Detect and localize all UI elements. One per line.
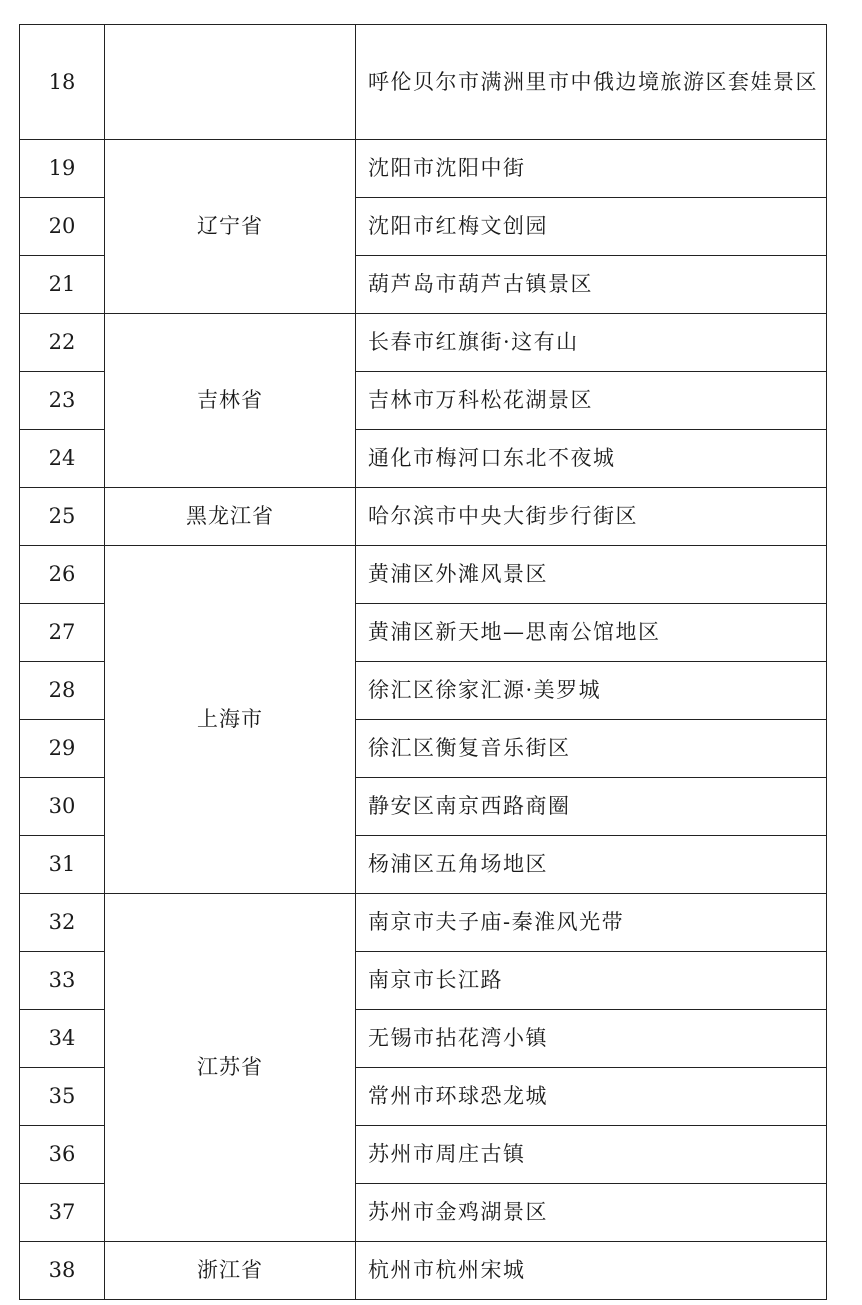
row-number: 32 <box>20 894 105 952</box>
site-name-cell: 常州市环球恐龙城 <box>356 1068 827 1126</box>
row-number: 33 <box>20 952 105 1010</box>
row-number: 20 <box>20 198 105 256</box>
row-number: 18 <box>20 25 105 140</box>
row-number: 24 <box>20 430 105 488</box>
site-name-cell: 徐汇区徐家汇源·美罗城 <box>356 662 827 720</box>
site-name-cell: 杨浦区五角场地区 <box>356 836 827 894</box>
table-row <box>20 140 827 198</box>
row-number: 38 <box>20 1242 105 1300</box>
table-row <box>20 488 827 546</box>
row-number: 21 <box>20 256 105 314</box>
row-number: 25 <box>20 488 105 546</box>
row-number: 19 <box>20 140 105 198</box>
row-number: 34 <box>20 1010 105 1068</box>
table-row <box>20 25 827 140</box>
site-name-cell: 南京市长江路 <box>356 952 827 1010</box>
table-row <box>20 314 827 372</box>
row-number: 36 <box>20 1126 105 1184</box>
sites-table-body <box>20 25 827 1300</box>
site-name-cell: 沈阳市红梅文创园 <box>356 198 827 256</box>
site-name-cell: 苏州市金鸡湖景区 <box>356 1184 827 1242</box>
site-name-cell: 吉林市万科松花湖景区 <box>356 372 827 430</box>
site-name-cell: 黄浦区外滩风景区 <box>356 546 827 604</box>
row-number: 22 <box>20 314 105 372</box>
sites-table <box>19 24 827 1300</box>
row-number: 35 <box>20 1068 105 1126</box>
row-number: 27 <box>20 604 105 662</box>
site-name-cell: 杭州市杭州宋城 <box>356 1242 827 1300</box>
row-number: 26 <box>20 546 105 604</box>
table-row <box>20 546 827 604</box>
row-number: 31 <box>20 836 105 894</box>
row-number: 30 <box>20 778 105 836</box>
site-name-cell: 通化市梅河口东北不夜城 <box>356 430 827 488</box>
site-name-cell: 哈尔滨市中央大街步行街区 <box>356 488 827 546</box>
province-cell <box>105 25 356 140</box>
province-cell: 上海市 <box>105 546 356 894</box>
table-row <box>20 1242 827 1300</box>
province-cell: 浙江省 <box>105 1242 356 1300</box>
table-row <box>20 894 827 952</box>
province-cell: 江苏省 <box>105 894 356 1242</box>
row-number: 37 <box>20 1184 105 1242</box>
row-number: 23 <box>20 372 105 430</box>
site-name-cell: 南京市夫子庙-秦淮风光带 <box>356 894 827 952</box>
site-name-cell: 静安区南京西路商圈 <box>356 778 827 836</box>
site-name-cell: 沈阳市沈阳中街 <box>356 140 827 198</box>
site-name-cell: 长春市红旗街·这有山 <box>356 314 827 372</box>
site-name-cell: 苏州市周庄古镇 <box>356 1126 827 1184</box>
site-name-cell: 徐汇区衡复音乐街区 <box>356 720 827 778</box>
site-name-cell: 葫芦岛市葫芦古镇景区 <box>356 256 827 314</box>
row-number: 29 <box>20 720 105 778</box>
province-cell: 吉林省 <box>105 314 356 488</box>
province-cell: 辽宁省 <box>105 140 356 314</box>
row-number: 28 <box>20 662 105 720</box>
site-name-cell: 无锡市拈花湾小镇 <box>356 1010 827 1068</box>
province-cell: 黑龙江省 <box>105 488 356 546</box>
site-name-cell: 黄浦区新天地—思南公馆地区 <box>356 604 827 662</box>
site-name-cell: 呼伦贝尔市满洲里市中俄边境旅游区套娃景区 <box>356 25 827 140</box>
